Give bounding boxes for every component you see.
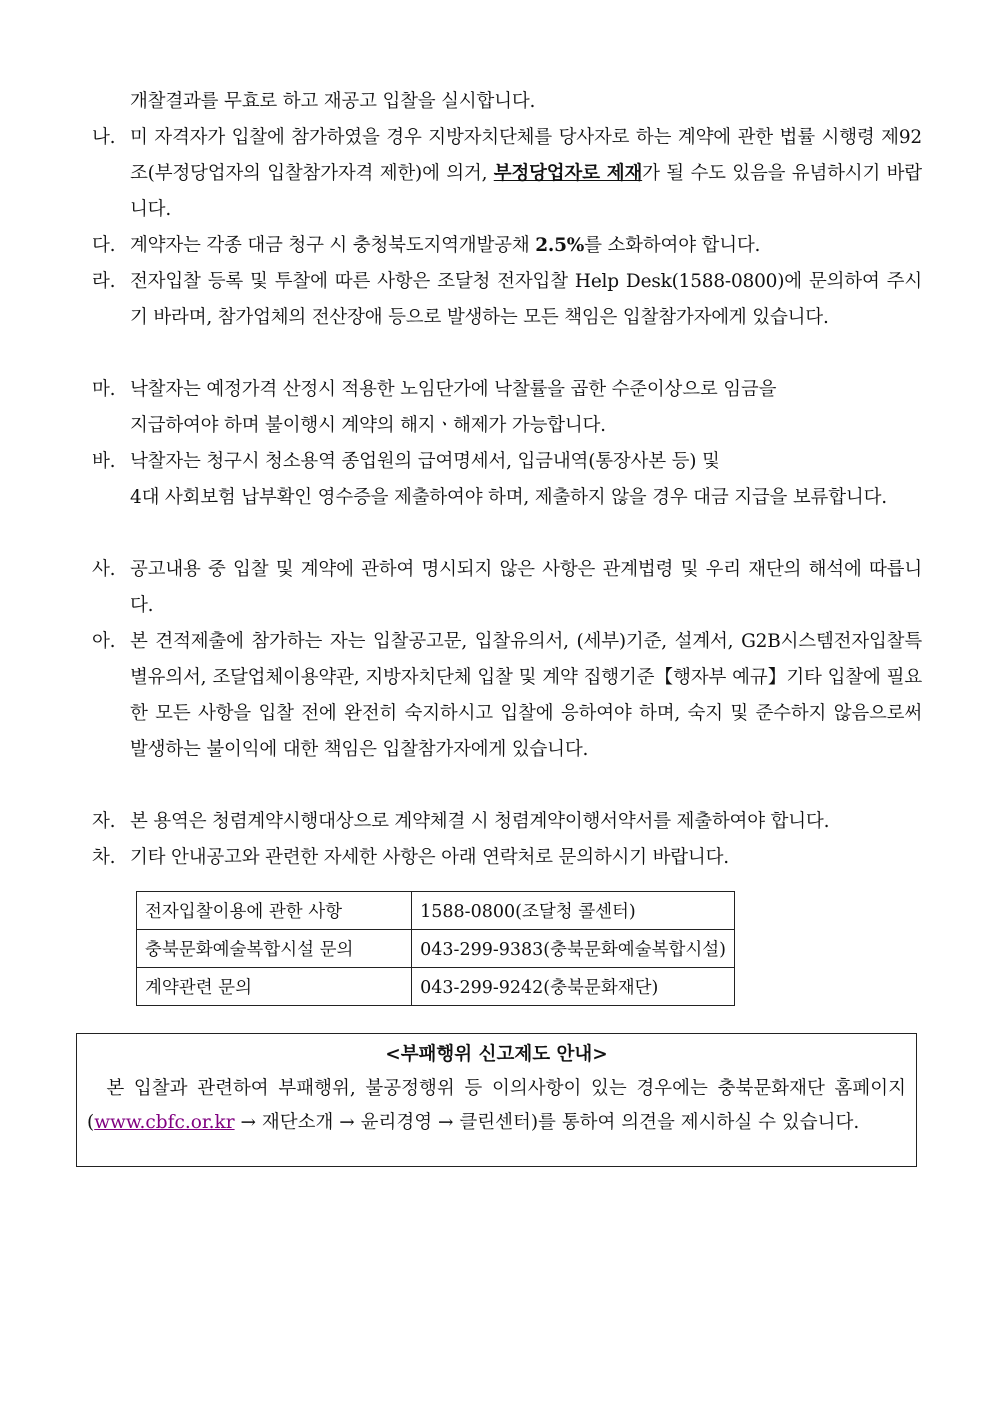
item-marker: 차. [92, 847, 116, 868]
item-text: 기타 안내공고와 관련한 자세한 사항은 아래 연락처로 문의하시기 바랍니다. [130, 847, 729, 868]
item-cha [92, 840, 922, 876]
contacts-table [136, 891, 735, 1006]
item-text-line2: 지급하여야 하며 불이행시 계약의 해지ㆍ해제가 가능합니다. [130, 415, 606, 436]
item-text: 전자입찰 등록 및 투찰에 따른 사항은 조달청 전자입찰 Help Desk(1588-0800)에 문의하여 주시기 바라며, 참가업체의 전산장애 등으로 발생하는 모든 책임은 입찰참가자에게 있습니다. [130, 271, 922, 328]
item-text-after: 가 될 수도 있음을 유념하시기 바랍니다. [130, 163, 922, 220]
notice-body [87, 1072, 906, 1140]
item-text-line1: 낙찰자는 청구시 청소용역 종업원의 급여명세서, 입금내역(통장사본 등) 및 [130, 451, 720, 472]
contact-label: 계약관련 문의 [137, 968, 412, 1006]
item-emphasis: 부정당업자로 제재 [493, 163, 643, 184]
item-text: 본 용역은 청렴계약시행대상으로 계약체결 시 청렴계약이행서약서를 제출하여야 합니다. [130, 811, 830, 832]
contact-label: 충북문화예술복합시설 문의 [137, 930, 412, 968]
item-marker: 마. [92, 379, 116, 400]
item-ra [92, 264, 922, 336]
item-emphasis: 2.5% [535, 235, 585, 256]
continuation-text: 개찰결과를 무효로 하고 재공고 입찰을 실시합니다. [130, 91, 536, 112]
item-text-line1: 낙찰자는 예정가격 산정시 적용한 노임단가에 낙찰률을 곱한 수준이상으로 임금을 [130, 379, 777, 400]
item-ma [92, 372, 922, 444]
item-text [130, 228, 922, 264]
homepage-link[interactable]: www.cbfc.or.kr [94, 1112, 235, 1133]
item-text-line2: 4대 사회보험 납부확인 영수증을 제출하여야 하며, 제출하지 않을 경우 대금 지급을 보류합니다. [130, 487, 887, 508]
table-row [137, 892, 735, 930]
item-marker: 나. [92, 127, 116, 148]
item-text-before: 계약자는 각종 대금 청구 시 충청북도지역개발공채 [130, 235, 536, 256]
item-marker: 다. [92, 235, 116, 256]
item-text-before: 미 자격자가 입찰에 참가하였을 경우 지방자치단체를 당사자로 하는 계약에 관한 법률 시행령 제92조(부정당업자의 입찰참가자격 제한)에 의거, [130, 127, 922, 184]
notice-title: <부패행위 신고제도 안내> [385, 1044, 608, 1065]
item-marker: 아. [92, 631, 116, 652]
contact-value: 043-299-9383(충북문화예술복합시설) [412, 930, 735, 968]
contact-value: 043-299-9242(충북문화재단) [412, 968, 735, 1006]
contact-label: 전자입찰이용에 관한 사항 [137, 892, 412, 930]
item-sa [92, 552, 922, 624]
table-row [137, 930, 735, 968]
item-text: 공고내용 중 입찰 및 계약에 관하여 명시되지 않은 사항은 관계법령 및 우리 재단의 해석에 따릅니다. [130, 559, 922, 616]
item-ba [92, 444, 922, 516]
paragraph-continuation [92, 84, 922, 120]
item-marker: 라. [92, 271, 116, 292]
notice-text-after: → 재단소개 → 윤리경영 → 클린센터)를 통하여 의견을 제시하실 수 있습니다. [234, 1112, 860, 1133]
table-row [137, 968, 735, 1006]
item-ja [92, 804, 922, 840]
item-marker: 사. [92, 559, 116, 580]
item-marker: 자. [92, 811, 116, 832]
item-marker: 바. [92, 451, 116, 472]
item-text: 본 견적제출에 참가하는 자는 입찰공고문, 입찰유의서, (세부)기준, 설계서, G2B시스템전자입찰특별유의서, 조달업체이용약관, 지방자치단체 입찰 및 계약 집행기준【행자부 예규】기타 입찰에 필요한 모든 사항을 입찰 전에 완전히 숙지하시고 입찰에 응하여야 하며, 숙지 및 준수하지 않음으로써 발생하는 불이익에 대한 책임은 입찰참가자에게 있습니다. [130, 631, 922, 760]
item-a [92, 624, 922, 768]
notice-text-before: 본 입찰과 관련하여 부패행위, 불공정행위 등 이의사항이 있는 경우에는 충북문화재단 홈페이지( [87, 1078, 906, 1133]
anti-corruption-notice [76, 1033, 917, 1167]
item-da [92, 228, 922, 264]
item-na [92, 120, 922, 228]
item-text-after: 를 소화하여야 합니다. [584, 235, 761, 256]
contact-value: 1588-0800(조달청 콜센터) [412, 892, 735, 930]
item-text [130, 120, 922, 228]
